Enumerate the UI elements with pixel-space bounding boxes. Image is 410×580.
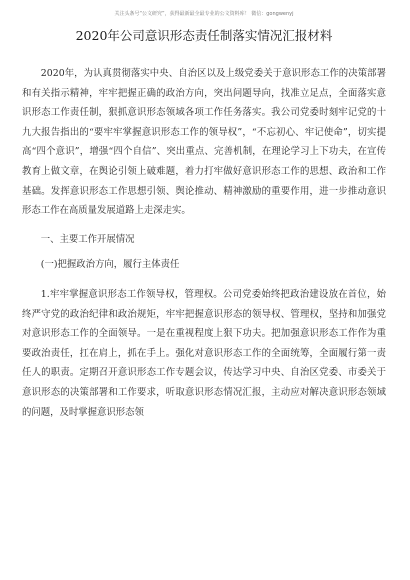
subsection-heading-1: (一)把握政治方向，履行主体责任 [40,259,180,271]
intro-paragraph: 2020年，为认真贯彻落实中央、自治区以及上级党委关于意识形态工作的决策部署和有关指示精神，牢牢把握正确的政治方向，突出问题导向，找准立足点，全面落实意识形态工作责任制，狠抓意识形态领域各项工作任务落实。我公司党委时刻牢记党的十九大报告指出的“要牢牢掌握意识形态工作的领导权”，“不忘初心、牢记使命”，切实提高“四个意识”，增强“四个自信”、突出重点、完善机制，在理论学习上下功夫，在宣传教育上做文章，在舆论引领上破难题，着力打牢做好意识形态工作的思想、政治和工作基础。发挥意识形态工作思想引领、舆论推动、精神激励的重要作用，进一步推动意识形态工作在高质量发展道路上走深走实。 [22,68,386,217]
header-note: 关注头条号“公文研究”，获得最新最全最专业的公文资料库！ 微信：gongwenyj [114,11,294,17]
item-paragraph-1: 1.牢牢掌握意识形态工作领导权，管理权。公司党委始终把政治建设放在首位，始终严守党的政治纪律和政治规矩，牢牢把握意识形态的领导权、管理权，坚持和加强党对意识形态工作的全面领导。一是在重视程度上狠下功夫。把加强意识形态工作作为重要政治责任，扛在肩上，抓在手上。强化对意识形态工作的全面统筹，全面履行第一责任人的职责。定期召开意识形态工作专题会议，传达学习中央、自治区党委、市委关于意识形态的决策部署和工作要求，听取意识形态情况汇报，主动应对解决意识形态领域的问题，及时掌握意识形态领 [22,288,386,418]
document-title: 2020年公司意识形态责任制落实情况汇报材料 [75,28,333,43]
section-heading-1: 一、主要工作开展情况 [40,233,135,245]
